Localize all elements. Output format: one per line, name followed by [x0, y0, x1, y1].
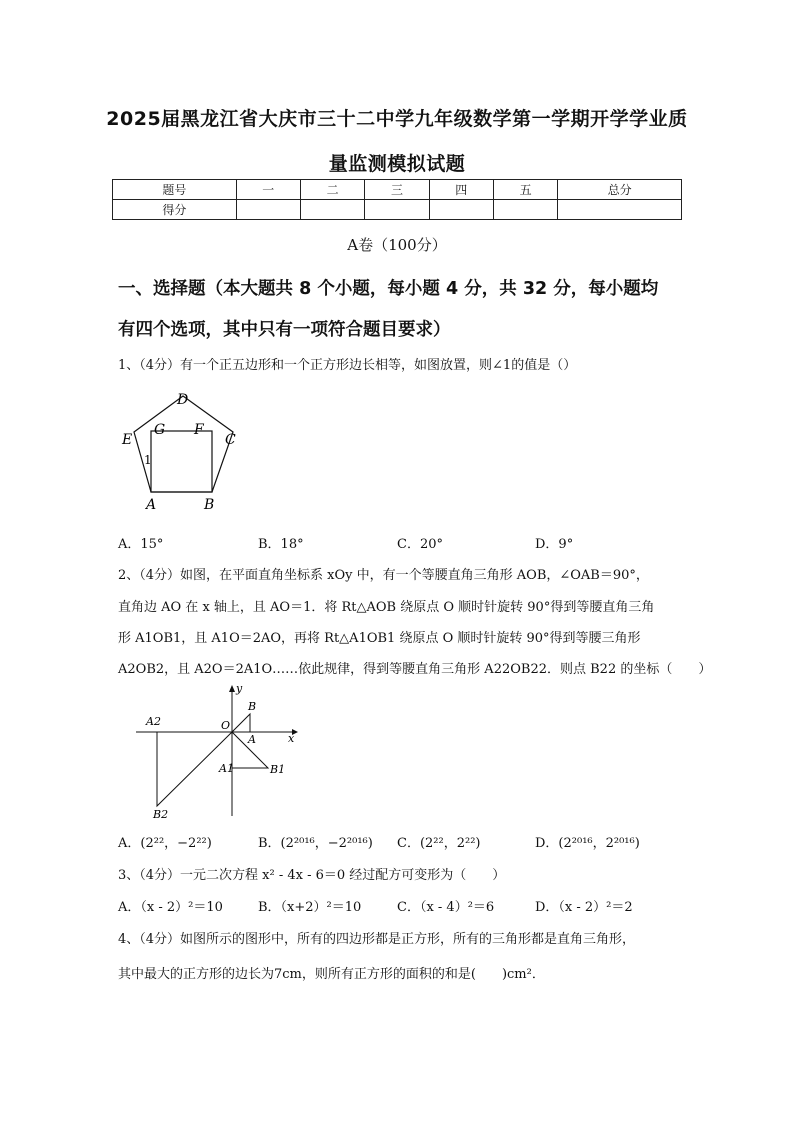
y-axis-arrow [229, 685, 235, 692]
section-heading-line2: 有四个选项，其中只有一项符合题目要求） [118, 320, 451, 340]
label-e: E [122, 432, 133, 448]
score-cell [300, 200, 364, 220]
label-d: D [177, 392, 189, 408]
label-angle-1: 1 [144, 453, 152, 467]
q2-line2: 直角边 AO 在 x 轴上，且 AO＝1．将 Rt△AOB 绕原点 O 顺时针旋转 90°得到等腰直角三角 [118, 600, 655, 615]
section-heading-line1: 一、选择题（本大题共 8 个小题，每小题 4 分，共 32 分，每小题均 [118, 279, 659, 299]
score-cell [493, 200, 557, 220]
score-cell [558, 200, 682, 220]
score-header-cell: 二 [300, 180, 364, 200]
label-f: F [194, 422, 204, 438]
q2-option-d[interactable]: D．(2²⁰¹⁶，2²⁰¹⁶) [535, 836, 640, 851]
q1-option-c[interactable]: C．20° [397, 537, 443, 552]
q4-line2: 其中最大的正方形的边长为7cm，则所有正方形的面积的和是( )cm²． [118, 967, 545, 982]
label-g: G [154, 422, 166, 438]
q2-option-a[interactable]: A．(2²²，−2²²) [118, 836, 212, 851]
q3-stem: 3、（4分）一元二次方程 x² - 4x - 6＝0 经过配方可变形为（ ） [118, 868, 506, 883]
q2-option-b[interactable]: B．(2²⁰¹⁶，−2²⁰¹⁶) [258, 836, 373, 851]
q3-option-b[interactable]: B．（x+2）²＝10 [258, 900, 362, 915]
q1-stem: 1、（4分）有一个正五边形和一个正方形边长相等，如图放置，则∠1的值是（） [118, 358, 577, 373]
score-row-label: 得分 [113, 200, 237, 220]
score-header-cell: 五 [493, 180, 557, 200]
pentagon-shape [134, 396, 233, 492]
q1-option-d[interactable]: D．9° [535, 537, 574, 552]
score-table [112, 179, 682, 220]
score-cell [236, 200, 300, 220]
label-b: B [248, 700, 257, 713]
score-cell [365, 200, 429, 220]
q3-option-d[interactable]: D．（x - 2）²＝2 [535, 900, 633, 915]
q1-option-b[interactable]: B．18° [258, 537, 304, 552]
score-header-cell: 题号 [113, 180, 237, 200]
label-y: y [236, 682, 243, 695]
q1-pentagon-figure [115, 388, 245, 516]
q3-option-c[interactable]: C．（x - 4）²＝6 [397, 900, 495, 915]
label-x: x [288, 732, 295, 745]
q2-line3: 形 A1OB1，且 A1O＝2AO，再将 Rt△A1OB1 绕原点 O 顺时针旋转 90°得到等腰三角形 [118, 631, 641, 646]
score-table-header-row [113, 180, 682, 200]
label-a: A [248, 733, 256, 746]
q2-line4: A2OB2，且 A2O＝2A1O……依此规律，得到等腰直角三角形 A22OB22．则点 B22 的坐标（ ） [118, 662, 712, 677]
q4-line1: 4、（4分）如图所示的图形中，所有的四边形都是正方形，所有的三角形都是直角三角形， [118, 932, 636, 947]
label-a1: A1 [219, 762, 234, 775]
square-shape [151, 431, 212, 492]
q2-coordinate-figure [132, 682, 302, 822]
score-header-cell: 三 [365, 180, 429, 200]
page-title-line2: 量监测模拟试题 [328, 153, 466, 175]
label-b: B [204, 497, 215, 513]
q2-line1: 2、（4分）如图，在平面直角坐标系 xOy 中，有一个等腰直角三角形 AOB，∠OAB＝90°， [118, 568, 649, 583]
triangle-aob [232, 714, 250, 732]
volume-heading: A卷（100分） [347, 236, 447, 254]
score-cell [429, 200, 493, 220]
label-c: C [225, 432, 236, 448]
score-table-score-row [113, 200, 682, 220]
q3-option-a[interactable]: A．（x - 2）²＝10 [118, 900, 223, 915]
q2-option-c[interactable]: C．(2²²，2²²) [397, 836, 481, 851]
page-title-line1: 2025届黑龙江省大庆市三十二中学九年级数学第一学期开学学业质 [106, 108, 688, 130]
label-a2: A2 [146, 715, 161, 728]
label-o: O [221, 719, 231, 732]
label-b2: B2 [153, 808, 169, 821]
q1-option-a[interactable]: A．15° [118, 537, 164, 552]
score-header-cell: 总分 [558, 180, 682, 200]
label-a: A [146, 497, 157, 513]
score-header-cell: 四 [429, 180, 493, 200]
score-header-cell: 一 [236, 180, 300, 200]
label-b1: B1 [270, 763, 286, 776]
